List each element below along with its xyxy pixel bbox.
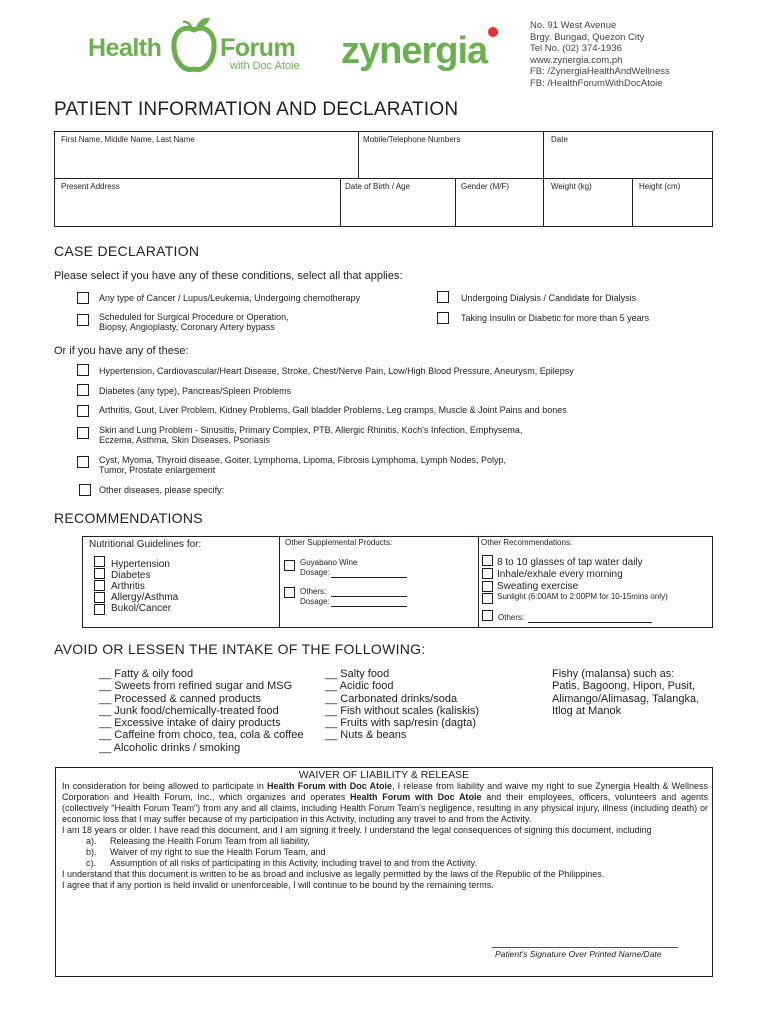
nutritional-title: Nutritional Guidelines for: [89,539,202,550]
waiver-para1-bold1: Health Forum with Doc Atoie [266,781,393,791]
logo-forum-text: Forum [220,34,296,62]
contact-line: Brgy. Bungad, Quezon City [530,31,645,43]
checkbox-hypertension[interactable] [77,364,89,376]
guyabano-dosage-label: Dosage: [300,568,330,577]
gender-label: Gender (M/F) [461,182,510,191]
date-field[interactable] [546,146,710,176]
checkbox-arthritis[interactable] [77,405,89,417]
address-field[interactable] [57,193,337,225]
condition-other: Other diseases, please specify: [99,485,225,495]
zynergia-logo [341,30,511,80]
logo-zynergia-text: zynergia [341,30,488,72]
recommendations-table [82,536,713,628]
checkbox-cancer[interactable] [77,292,89,304]
waiver-list-item [62,858,708,869]
contact-line: No. 91 West Avenue [530,20,617,31]
avoid-item: __ Fatty & oily food [99,668,194,680]
guyabano-dosage-field[interactable] [331,568,407,578]
contact-line: Tel No. (02) 374-1936 [530,43,622,54]
avoid-item: __ Acidic food [325,680,394,693]
avoid-item: __ Carbonated drinks/soda [325,692,458,705]
nutri-hypertension: Hypertension [111,559,170,570]
avoid-item: __ Fruits with sap/resin (dagta) [325,717,477,730]
avoid-item: __ Caffeine from choco, tea, cola & coffee [99,729,304,742]
avoid-item: __ Salty food [325,668,390,680]
supplemental-title: Other Supplemental Products: [285,538,393,547]
avoid-item: __ Fish without scales (kaliskis) [325,704,480,717]
apple-logo-icon [170,16,218,76]
avoid-fishy-item: Fishy (malansa) such as: [552,668,675,680]
waiver-text [56,781,712,891]
list-text: Waiver of my right to sue the Health Forum Team, and [110,847,326,857]
checkbox-nutri-allergy[interactable] [94,592,105,603]
checkbox-guyabano[interactable] [284,560,295,571]
patient-info-table [54,131,713,227]
other-rec-title: Other Recommendations: [481,538,573,547]
condition-cyst-line2: Tumor, Prostate enlargement [99,465,216,475]
supp-others-field[interactable] [331,587,407,597]
checkbox-nutri-diabetes[interactable] [94,568,105,579]
logo-health-text: Health [88,34,162,62]
avoid-item: __ Nuts & beans [325,729,407,742]
option-surgery: Scheduled for Surgical Procedure or Operation, [99,312,289,322]
list-marker: c). [86,858,96,868]
waiver-para1-b: , I release from liability and waive my right to sue Zynergia Health & Wellness Corporation and Health Forum, Inc., which organizes and operates [62,781,708,802]
avoid-heading: AVOID OR LESSEN THE INTAKE OF THE FOLLOWING: [54,641,426,657]
weight-label: Weight (kg) [551,182,592,191]
condition-cyst: Cyst, Myoma, Thyroid disease, Goiter, Lymphoma, Lipoma, Fibrosis Lymphoma, Lymph Nodes, Polyp, [99,455,506,465]
list-marker: a). [86,836,97,846]
dob-label: Date of Birth / Age [345,182,410,191]
avoid-item: __ Junk food/chemically-treated food [99,704,279,717]
checkbox-water[interactable] [482,555,493,566]
avoid-item: __ Sweets from refined sugar and MSG [99,680,293,693]
rec-water: 8 to 10 glasses of tap water daily [497,557,643,568]
case-instruction: Please select if you have any of these conditions, select all that applies: [54,270,403,282]
name-field[interactable] [57,146,355,176]
checkbox-diabetes[interactable] [77,384,89,396]
guyabano-label: Guyabano Wine [300,558,358,567]
checkbox-surgery[interactable] [77,314,89,326]
option-dialysis: Undergoing Dialysis / Candidate for Dialysis [461,293,637,303]
health-forum-logo [88,14,318,78]
page-title: PATIENT INFORMATION AND DECLARATION [54,99,459,120]
checkbox-sunlight[interactable] [482,593,493,604]
option-surgery-line2: Biopsy, Angioplasty, Coronary Artery bypass [99,322,275,332]
checkbox-supp-others[interactable] [284,587,295,598]
checkbox-nutri-hypertension[interactable] [94,556,105,567]
condition-diabetes: Diabetes (any type), Pancreas/Spleen Problems [99,386,292,396]
checkbox-nutri-arthritis[interactable] [94,580,105,591]
condition-skin-lung-line2: Eczema, Asthma, Skin Diseases, Psoriasis [99,435,271,445]
contact-line: FB: /HealthForumWithDocAtoie [530,77,663,89]
contact-line: FB: /ZynergiaHealthAndWellness [530,66,670,77]
waiver-para2: I am 18 years or older. I have read this document, and I am signing it freely. I understand the legal consequences of signing this document, including [62,825,652,835]
avoid-fishy-item: Patis, Bagoong, Hipon, Pusit, [552,680,696,693]
waiver-list-item [62,847,708,858]
list-text: Releasing the Health Forum Team from all liability, [110,836,310,846]
condition-arthritis: Arthritis, Gout, Liver Problem, Kidney Problems, Gall bladder Problems, Leg cramps, Muscle & Joint Pains and bones [99,405,567,415]
supp-others-label: Others: [300,587,327,596]
checkbox-insulin[interactable] [437,312,449,324]
waiver-para4: I agree that if any portion is held invalid or unenforceable, I will continue to be bound by the remaining terms. [62,880,494,890]
nutri-arthritis: Arthritis [111,581,145,592]
rec-sunlight: Sunlight (6:00AM to 2:00PM for 10-15mins only) [497,592,668,601]
avoid-column-2 [325,668,479,742]
waiver-para3: I understand that this document is written to be as broad and inclusive as legally permitted by the laws of the Republic of the Philippines. [62,869,605,879]
zynergia-dot-icon [487,26,499,38]
recommendations-heading: RECOMMENDATIONS [54,510,203,526]
gender-field[interactable] [458,193,541,225]
list-marker: b). [86,847,97,857]
option-cancer: Any type of Cancer / Lupus/Leukemia, Undergoing chemotherapy [99,293,361,303]
rec-others-label: Others: [498,613,525,622]
option-insulin: Taking Insulin or Diabetic for more than 5 years [461,313,650,323]
or-label: Or if you have any of these: [54,345,189,357]
height-field[interactable] [635,193,711,225]
checkbox-inhale[interactable] [482,568,493,579]
supp-others-dosage-field[interactable] [331,597,407,607]
rec-others-field[interactable] [528,613,652,623]
waiver-para1-bold2: Health Forum with Doc Atoie [350,792,482,802]
phone-label: Mobile/Telephone Numbers [363,135,461,144]
avoid-column-1 [99,668,303,754]
waiver-para1-a: In consideration for being allowed to participate in [62,781,267,791]
height-label: Height (cm) [639,182,681,191]
avoid-fishy-item: Itlog at Manok [552,704,622,717]
nutri-cancer: Bukol/Cancer [111,603,172,614]
weight-field[interactable] [546,193,630,225]
waiver-box [55,767,713,977]
avoid-item: __ Alcoholic drinks / smoking [99,741,241,754]
rec-inhale: Inhale/exhale every morning [497,569,623,580]
waiver-para1-c: and their employees, officers, volunteers and agents (collectively "Health Forum Team") from any and all claims, including Health Forum Team's negligence, resulting in any physical injury, illness (including death) or economic loss that I may suffer because of my participation in this Activity, including any travel to and from the Activity. [62,792,708,824]
checkbox-nutri-cancer[interactable] [94,604,105,615]
avoid-item: __ Processed & canned products [99,692,262,705]
address-label: Present Address [61,182,120,191]
checkbox-other-diseases[interactable] [79,484,91,496]
avoid-column-3 [552,668,699,717]
list-text: Assumption of all risks of participating in this Activity, including travel to and from the Activity. [110,858,477,868]
rec-sweating: Sweating exercise [497,581,579,592]
nutri-diabetes: Diabetes [111,570,151,581]
waiver-title: WAIVER OF LIABILITY & RELEASE [298,769,470,781]
contact-line: www.zynergia.com.ph [530,54,623,66]
signature-label: Patient's Signature Over Printed Name/Date [495,949,662,959]
avoid-item: __ Excessive intake of dairy products [99,717,281,730]
checkbox-cyst[interactable] [77,456,89,468]
case-declaration-heading: CASE DECLARATION [54,243,200,259]
checkbox-dialysis[interactable] [437,291,449,303]
supp-others-dosage-label: Dosage: [300,597,330,606]
condition-skin-lung: Skin and Lung Problem - Sinusitis, Primary Complex, PTB, Allergic Rhinitis, Koch's Infection, Emphysema, [99,425,523,435]
logo-tagline-text: with Doc Atoie [230,60,300,72]
phone-field[interactable] [361,146,541,176]
checkbox-rec-others[interactable] [482,610,493,621]
checkbox-sweating[interactable] [482,581,493,592]
date-label: Date [551,135,568,144]
dob-field[interactable] [343,193,453,225]
avoid-fishy-item: Alimango/Alimasag, Talangka, [552,692,700,705]
waiver-list-item [62,836,708,847]
nutri-allergy: Allergy/Asthma [111,592,179,603]
signature-line[interactable] [492,947,678,948]
checkbox-skin-lung[interactable] [77,427,89,439]
contact-block [530,20,730,89]
condition-hypertension: Hypertension, Cardiovascular/Heart Disease, Stroke, Chest/Nerve Pain, Low/High Blood Pressure, Aneurysm, Epilepsy [99,366,574,376]
name-label: First Name, Middle Name, Last Name [61,135,195,144]
